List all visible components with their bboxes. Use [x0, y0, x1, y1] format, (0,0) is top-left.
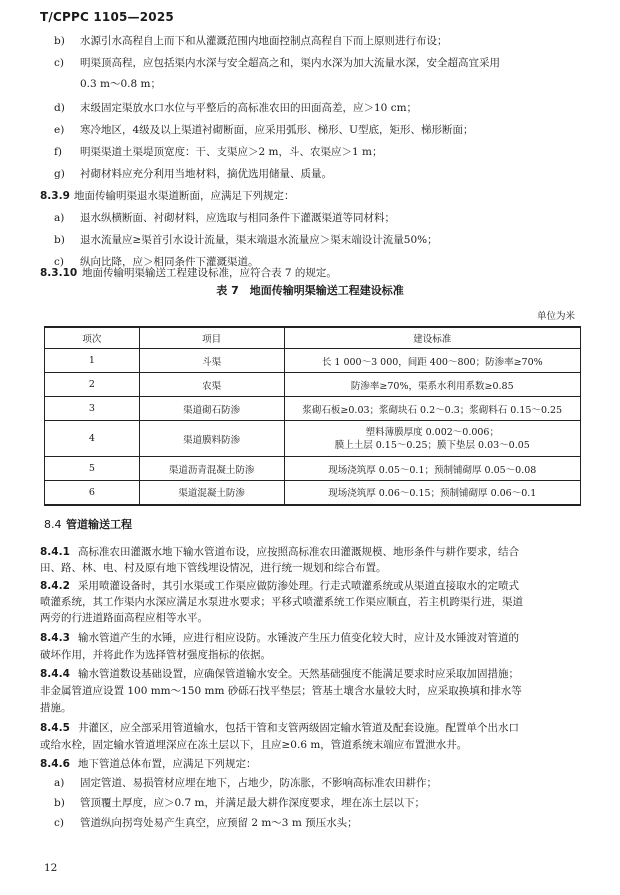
cell-item: 渠道砌石防渗 — [139, 397, 284, 421]
cell-no: 2 — [45, 373, 140, 397]
standards-table — [44, 326, 581, 506]
item-label: c) — [54, 817, 64, 829]
item-text: 0.3 m～0.8 m； — [80, 78, 161, 90]
cell-no: 4 — [45, 421, 140, 457]
cell-item: 渠道膜料防渗 — [139, 421, 284, 457]
paragraph-line: 破坏作用，并将此作为选择管材强度指标的依据。 — [40, 649, 271, 661]
clause-number: 8.3.9 — [40, 190, 70, 202]
list-item — [54, 816, 358, 830]
cell-item: 斗渠 — [139, 349, 284, 373]
cell-item: 渠道沥青混凝土防渗 — [139, 457, 284, 481]
item-label: c) — [54, 57, 64, 69]
item-text: 水源引水高程自上而下和从灌溉范围内地面控制点高程自下而上原则进行布设； — [80, 35, 448, 47]
table-title: 表 7 地面传输明渠输送工程建设标准 — [216, 284, 404, 297]
item-label: f) — [54, 146, 62, 158]
list-item — [54, 796, 425, 810]
table-row — [45, 481, 581, 505]
item-text: 寒冷地区，4级及以上渠道衬砌断面，应采用弧形、梯形、U型底，矩形、梯形断面； — [80, 124, 474, 136]
cell-standard — [284, 421, 580, 457]
paragraph-text: 采用喷灌设备时，其引水渠或工作渠应做防渗处理。行走式喷灌系统或从渠道直接取水的定喷式 — [78, 580, 519, 592]
paragraph-text: 地下管道总体布置，应满足下列规定： — [78, 758, 257, 770]
section-number: 8.4 — [44, 518, 62, 531]
clause-8-3-10 — [40, 266, 337, 280]
item-label: b) — [54, 234, 65, 246]
paragraph-first-line — [40, 667, 519, 681]
paragraph-line: 田、路、林、电、村及原有地下管线埋设情况，进行统一规划和综合布置。 — [40, 562, 387, 574]
cell-no: 6 — [45, 481, 140, 505]
paragraph-text: 高标准农田灌溉水地下输水管道布设，应按照高标准农田灌溉规模、地形条件与耕作要求，结合 — [78, 546, 519, 558]
cell-item: 农渠 — [139, 373, 284, 397]
col-header-no: 项次 — [45, 327, 140, 349]
paragraph-first-line — [40, 545, 519, 559]
list-item — [54, 56, 500, 70]
item-text: 管道纵向拐弯处易产生真空，应预留 2 m～3 m 预压水头； — [80, 817, 358, 829]
list-item-continuation — [80, 77, 161, 91]
table-unit: 单位为米 — [536, 311, 575, 322]
paragraph-first-line — [40, 631, 519, 645]
cell-standard: 现场浇筑厚 0.05～0.1；预制铺砌厚 0.05～0.08 — [284, 457, 580, 481]
paragraph-line: 两旁的行进道路面高程应相等水平。 — [40, 612, 208, 624]
section-heading — [44, 516, 132, 532]
item-label: c) — [54, 256, 64, 268]
list-item — [54, 101, 417, 115]
table-row — [45, 457, 581, 481]
cell-standard: 现场浇筑厚 0.06～0.15；预制铺砌厚 0.06～0.1 — [284, 481, 580, 505]
clause-text: 地面传输明渠输送工程建设标准，应符合表 7 的规定。 — [82, 267, 337, 279]
paragraph-first-line — [40, 721, 519, 735]
item-label: a) — [54, 777, 65, 789]
item-label: a) — [54, 212, 65, 224]
list-item — [54, 233, 438, 247]
cell-no: 1 — [45, 349, 140, 373]
section-title: 管道输送工程 — [66, 518, 132, 531]
col-header-item: 项目 — [139, 327, 284, 349]
cell-no: 3 — [45, 397, 140, 421]
item-label: b) — [54, 797, 65, 809]
clause-number: 8.4.2 — [40, 580, 70, 592]
item-text: 明渠顶高程，应包括渠内水深与安全超高之和，渠内水深为加大流量水深，安全超高宜采用 — [80, 57, 500, 69]
cell-standard: 防渗率≥70%，渠系水利用系数≥0.85 — [284, 373, 580, 397]
cell-standard-line: 膜上土层 0.15～0.25；膜下垫层 0.03～0.05 — [334, 439, 530, 451]
cell-standard: 长 1 000～3 000，间距 400～800；防渗率≥70% — [284, 349, 580, 373]
list-item — [54, 123, 474, 137]
paragraph-line: 非金属管道应设置 100 mm～150 mm 砂砾石找平垫层；管基土壤含水量较大时，应采取换填和排水等 — [40, 685, 522, 697]
item-text: 退水流量应≥渠首引水设计流量，渠末端退水流量应＞渠末端设计流量50%； — [80, 234, 438, 246]
item-text: 管顶覆土厚度，应＞0.7 m，并满足最大耕作深度要求，埋在冻土层以下； — [80, 797, 425, 809]
clause-number: 8.3.10 — [40, 267, 78, 279]
paragraph-text: 井灌区，应全部采用管道输水，包括干管和支管两级固定输水管道及配套设施。配置单个出水口 — [78, 722, 519, 734]
clause-8-3-9 — [40, 189, 295, 203]
paragraph-text: 输水管道数设基础设置，应确保管道输水安全。天然基础强度不能满足要求时应采取加固措施； — [78, 668, 519, 680]
table-row — [45, 397, 581, 421]
paragraph-line: 或给水栓，固定输水管道埋深应在冻土层以下，且应≥0.6 m，管道系统末端应布置泄水井。 — [40, 739, 468, 751]
table-row — [45, 373, 581, 397]
item-label: g) — [54, 168, 65, 180]
cell-item: 渠道混凝土防渗 — [139, 481, 284, 505]
list-item — [54, 34, 448, 48]
cell-standard-line: 塑料薄膜厚度 0.002～0.006； — [365, 426, 499, 438]
table-row — [45, 349, 581, 373]
cell-no: 5 — [45, 457, 140, 481]
item-text: 末级固定渠放水口水位与平整后的高标准农田的田面高差，应＞10 cm； — [80, 102, 418, 114]
list-item — [54, 167, 332, 181]
item-text: 明渠渠道土渠堤顶宽度：干、支渠应＞2 m，斗、农渠应＞1 m； — [80, 146, 383, 158]
paragraph-first-line — [40, 579, 519, 593]
clause-number: 8.4.6 — [40, 758, 70, 770]
clause-text: 地面传输明渠退水渠道断面，应满足下列规定： — [74, 190, 295, 202]
item-label: e) — [54, 124, 65, 136]
clause-number: 8.4.3 — [40, 632, 70, 644]
list-item — [54, 211, 395, 225]
item-label: b) — [54, 35, 65, 47]
clause-number: 8.4.5 — [40, 722, 70, 734]
paragraph-text: 输水管道产生的水锤，应进行相应设防。水锤波产生压力值变化较大时，应计及水锤波对管道的 — [78, 632, 519, 644]
page-number: 12 — [44, 862, 58, 874]
item-text: 纵向比降，应＞相同条件下灌溉渠道。 — [80, 256, 259, 268]
item-label: d) — [54, 102, 65, 114]
list-item — [54, 145, 382, 159]
clause-number: 8.4.4 — [40, 668, 70, 680]
item-text: 退水纵横断面、衬砌材料，应选取与相同条件下灌溉渠道等同材料； — [80, 212, 395, 224]
paragraph-line: 措施。 — [40, 702, 72, 714]
col-header-standard: 建设标准 — [284, 327, 580, 349]
item-text: 固定管道、易损管材应埋在地下，占地少，防冻胀，不影响高标准农田耕作； — [80, 777, 437, 789]
clause-number: 8.4.1 — [40, 546, 70, 558]
table-header-row — [45, 327, 581, 349]
table-row — [45, 421, 581, 457]
item-text: 衬砌材料应充分利用当地材料，摘优选用储量、质量。 — [80, 168, 332, 180]
paragraph-first-line — [40, 757, 257, 771]
document-code: T/CPPC 1105—2025 — [40, 10, 174, 24]
paragraph-line: 喷灌系统，其工作渠内水深应满足水泵进水要求；平移式喷灌系统工作渠应顺直，若主机跨渠行进，渠道 — [40, 596, 523, 608]
list-item — [54, 776, 437, 790]
cell-standard: 浆砌石板≥0.03；浆砌块石 0.2～0.3；浆砌料石 0.15～0.25 — [284, 397, 580, 421]
